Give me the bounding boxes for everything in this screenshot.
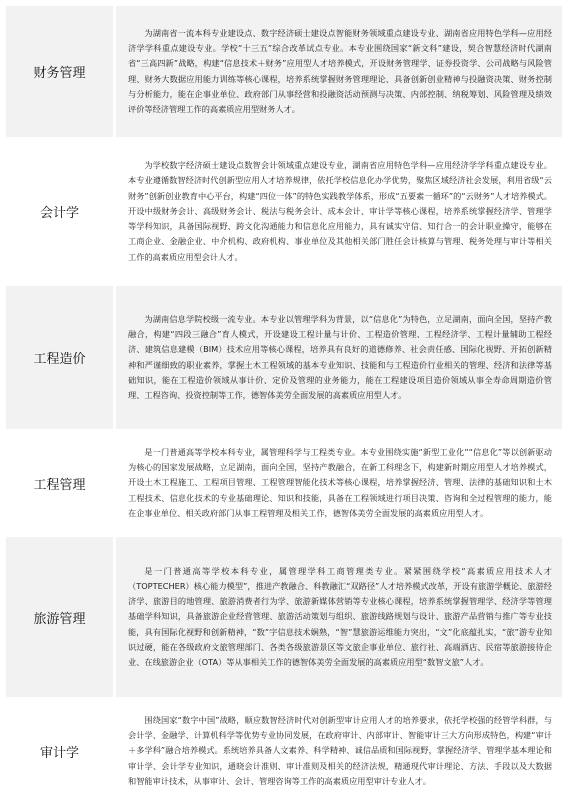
major-row-accounting (6, 140, 562, 283)
major-name: 工程管理 (6, 432, 113, 534)
major-description (116, 700, 562, 802)
major-description-text: 为学校数字经济硕士建设点数智会计领域重点建设专业，湖南省应用特色学科—应用经济学学科重点建设专业。本专业遵循数智经济时代创新型应用人才培养规律，依托学校信息化办学优势，聚焦区域经济社会发展，利用省级“云财务”创新创业教育中心平台，构建“四位一体”的特色实践教学体系，形成“五要素一循环”的“云财务”人才培养模式。开设中级财务会计、高级财务会计、税法与税务会计、成本会计、审计学等核心课程，培养系统掌握经济学、管理学等学科知识，具备国际视野、跨文化沟通能力和信息化应用能力，具有诚实守信、知行合一的会计职业操守，能够在工商企业、金融企业、中介机构、政府机构、事业单位及其他相关部门胜任会计核算与管理、税务处理与审计等相关工作的高素质应用型会计人才。 (128, 160, 552, 262)
major-description (116, 286, 562, 429)
major-row-tourism-management (6, 537, 562, 697)
major-description (116, 432, 562, 534)
major-row-engineering-cost (6, 286, 562, 429)
major-description (116, 537, 562, 697)
major-description (116, 140, 562, 283)
major-name: 旅游管理 (6, 537, 113, 697)
major-row-financial-management (6, 6, 562, 137)
major-description-text: 围绕国家“数字中国”战略，顺应数智经济时代对创新型审计应用人才的培养要求，依托学校强的经管学科群，与会计学、金融学、计算机科学等优势专业协同发展，在政府审计、内部审计、智能审计三大方向形成特色，构建“审计＋多学科”融合培养模式。系统培养具备人文素养、科学精神、诚信品质和国际视野，掌握经济学、管理学基本理论和审计学、会计学专业知识，通晓会计准则、审计准则及相关的经济法规，精通现代审计理论、方法、手段以及大数据和智能审计技术，从事审计、会计、管理咨询等工作的高素质应用型审计专业人才。 (128, 714, 552, 786)
major-description (116, 6, 562, 137)
major-row-auditing (6, 700, 562, 802)
major-description-text: 为湖南信息学院校级一流专业。本专业以管理学科为背景，以“信息化”为特色，立足湖南，面向全国，坚持产教融合，构建“四段三融合”育人模式，开设建设工程计量与计价、工程造价管理、工程经济学、工程计量辅助工程经济、建筑信息建模（BIM）技术应用等核心课程，培养具有良好的道德修养、社会责任感、国际化视野、开拓创新精神和严谨细致的职业素养，掌握土木工程领域的基本专业知识、技能和与工程造价行业相关的管理、经济和法律等基础知识，能在工程造价领域从事计价、定价及管理的业务能力，能在工程建设项目造价领域从事全寿命周期造价管理、工程咨询、投资控制等工作，德智体美劳全面发展的高素质应用型人才。 (128, 313, 552, 400)
major-name: 财务管理 (6, 6, 113, 137)
major-row-engineering-management (6, 432, 562, 534)
major-name: 工程造价 (6, 286, 113, 429)
major-name: 审计学 (6, 700, 113, 802)
major-name: 会计学 (6, 140, 113, 283)
major-description-text: 是一门普通高等学校本科专业，属管理学科工商管理类专业。紧紧围绕学校“高素质应用技术人才（TOPTECHER）核心能力模型”，推进产教融合、科教融汇“双路径”人才培养模式改革，开设有旅游学概论、旅游经济学、旅游目的地管理、旅游消费者行为学、旅游新媒体营销等专业核心课程，培养系统掌握管理学、经济学等管理基础学科知识，具备旅游企业经营管理、旅游活动策划与组织、旅游线路规划与设计、旅游产品营销与推广等专业技能，具有国际化视野和创新精神，“数”字信息技术娴熟，“智”慧旅游运维能力突出，“文”化底蕴扎实，“旅”游专业知识过硬，能在各级政府文旅管理部门、各类各级旅游景区等文旅企事业单位、旅行社、高端酒店、民宿等旅游接待企业、在线旅游企业（OTA）等从事相关工作的德智体美劳全面发展的高素质应用型“数智文旅”人才。 (128, 565, 552, 667)
major-description-text: 是一门普通高等学校本科专业，属管理科学与工程类专业。本专业围绕实施“新型工业化”“信息化”等以创新驱动为核心的国家发展战略，立足湖南，面向全国，坚持产教融合，在新工科理念下，构建新时期应用型人才培养模式，开设土木工程施工、工程项目管理、工程管理智能化技术等核心课程，培养掌握经济、管理、法律的基础知识和土木工程技术、信息化技术的专业基础理论、知识和技能，具备在工程领域进行项目决策、咨询和全过程管理的能力，能在企事业单位、相关政府部门从事工程管理及相关工作，德智体美劳全面发展的高素质应用型人才。 (128, 446, 552, 518)
majors-table (6, 6, 562, 802)
major-description-text: 为湖南省一流本科专业建设点、数字经济硕士建设点智能财务领域重点建设专业、湖南省应用特色学科—应用经济学学科重点建设专业。学校“十三五”综合改革试点专业。本专业围绕国家“新文科”建设，契合智慧经济时代湖南省“三高四新”战略，构建“信息技术＋财务”应用型人才培养模式，开设财务管理学、证券投资学、公司战略与风险管理、财务大数据应用能力训练等核心课程，培养系统掌握财务管理理论、具备创新创业精神与投融资决策、财务控制与分析能力，能在企事业单位、政府部门从事经营和投融资活动预测与决策、内部控制、纳税筹划、风险管理及绩效评价等经济管理工作的高素质应用型财务人才。 (128, 27, 552, 114)
